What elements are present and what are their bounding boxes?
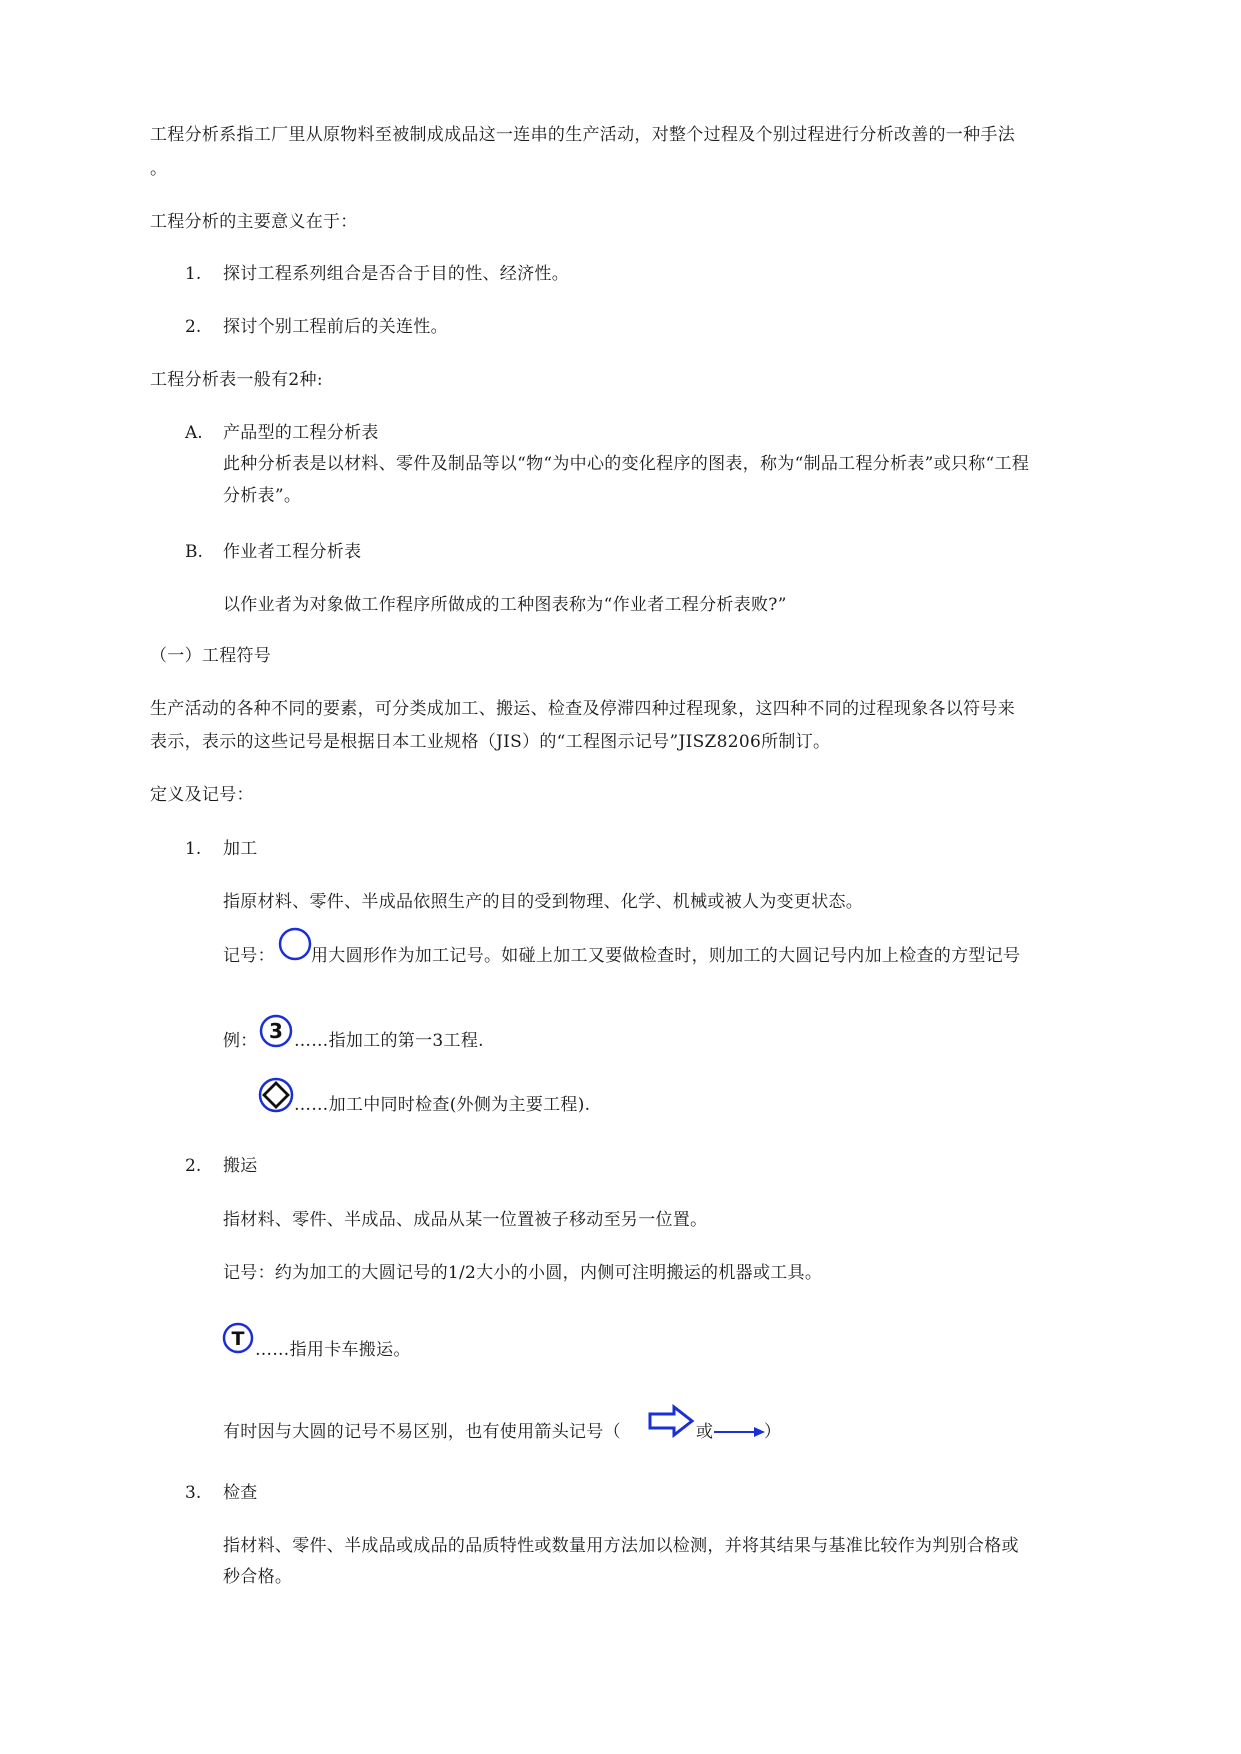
meaning-item-1-text: 探讨工程系列组合是否合于目的性、经济性。 bbox=[223, 264, 569, 284]
table-a-title: 产品型的工程分析表 bbox=[223, 423, 379, 443]
transport-arrow-or: 或 bbox=[696, 1422, 714, 1442]
large-circle-icon bbox=[277, 926, 313, 962]
inspection-title: 检查 bbox=[223, 1483, 258, 1503]
processing-symbol-text: 用大圆形作为加工记号。如碰上加工又要做检查时，则加工的大圆记号内加上检查的方型记号 bbox=[311, 946, 1021, 966]
transport-desc: 指材料、零件、半成品、成品从某一位置被子移动至另一位置。 bbox=[223, 1210, 708, 1230]
processing-title: 加工 bbox=[223, 839, 258, 859]
transport-arrow-text-pre: 有时因与大圆的记号不易区别，也有使用箭头记号（ bbox=[223, 1422, 621, 1442]
truck-transport-circle-icon bbox=[221, 1321, 255, 1355]
truck-transport-circle-label: T bbox=[231, 1328, 245, 1350]
processing-number: 1. bbox=[185, 839, 202, 859]
table-a-number: A. bbox=[185, 423, 203, 443]
inspection-desc-2: 秒合格。 bbox=[223, 1567, 293, 1587]
hollow-arrow-icon bbox=[646, 1404, 696, 1438]
processing-example-1-text: ……指加工的第一3工程. bbox=[294, 1031, 484, 1051]
definitions-heading: 定义及记号： bbox=[150, 785, 254, 805]
inspection-desc-1: 指材料、零件、半成品或成品的品质特性或数量用方法加以检测，并将其结果与基准比较作为判别合格或 bbox=[223, 1536, 1019, 1556]
circle-with-diamond-icon bbox=[257, 1076, 295, 1114]
processing-example-label: 例： bbox=[223, 1031, 258, 1051]
transport-arrow-text-post: ） bbox=[764, 1422, 782, 1442]
processing-example-2-text: ……加工中同时检查(外侧为主要工程). bbox=[294, 1095, 591, 1115]
processing-3-circle-icon bbox=[258, 1013, 294, 1049]
intro-line-2: 。 bbox=[150, 159, 168, 179]
symbols-heading: （一）工程符号 bbox=[150, 646, 272, 666]
meaning-heading: 工程分析的主要意义在于： bbox=[150, 212, 358, 232]
table-a-desc-2: 分析表”。 bbox=[223, 486, 302, 506]
inspection-number: 3. bbox=[185, 1483, 202, 1503]
meaning-item-2-number: 2. bbox=[185, 317, 202, 337]
transport-number: 2. bbox=[185, 1156, 202, 1176]
table-b-number: B. bbox=[185, 542, 203, 562]
meaning-item-2-text: 探讨个别工程前后的关连性。 bbox=[223, 317, 448, 337]
meaning-item-1-number: 1. bbox=[185, 264, 202, 284]
intro-line-1: 工程分析系指工厂里从原物料至被制成成品这一连串的生产活动，对整个过程及个别过程进行分析改善的一种手法 bbox=[150, 125, 1015, 145]
tables-heading: 工程分析表一般有2种: bbox=[150, 370, 323, 390]
processing-desc: 指原材料、零件、半成品依照生产的目的受到物理、化学、机械或被人为变更状态。 bbox=[223, 892, 864, 912]
processing-3-circle-label: 3 bbox=[269, 1019, 283, 1043]
processing-symbol-label: 记号： bbox=[223, 946, 275, 966]
symbols-para-1: 生产活动的各种不同的要素，可分类成加工、搬运、检查及停滞四种过程现象，这四种不同的过程现象各以符号来 bbox=[150, 699, 1015, 719]
transport-title: 搬运 bbox=[223, 1156, 258, 1176]
table-a-desc-1: 此种分析表是以材料、零件及制品等以“物“为中心的变化程序的图表，称为“制品工程分析表”或只称“工程 bbox=[223, 454, 1030, 474]
transport-symbol-text: 记号：约为加工的大圆记号的1/2大小的小圆，内侧可注明搬运的机器或工具。 bbox=[223, 1263, 823, 1283]
transport-example-text: ……指用卡车搬运。 bbox=[255, 1340, 411, 1360]
symbols-para-2: 表示，表示的这些记号是根据日本工业规格（JIS）的“工程图示记号”JISZ8206所制订。 bbox=[150, 732, 831, 752]
table-b-title: 作业者工程分析表 bbox=[223, 542, 362, 562]
line-arrow-icon bbox=[714, 1425, 766, 1439]
table-b-desc: 以作业者为对象做工作程序所做成的工种图表称为“作业者工程分析表败?” bbox=[223, 595, 787, 615]
